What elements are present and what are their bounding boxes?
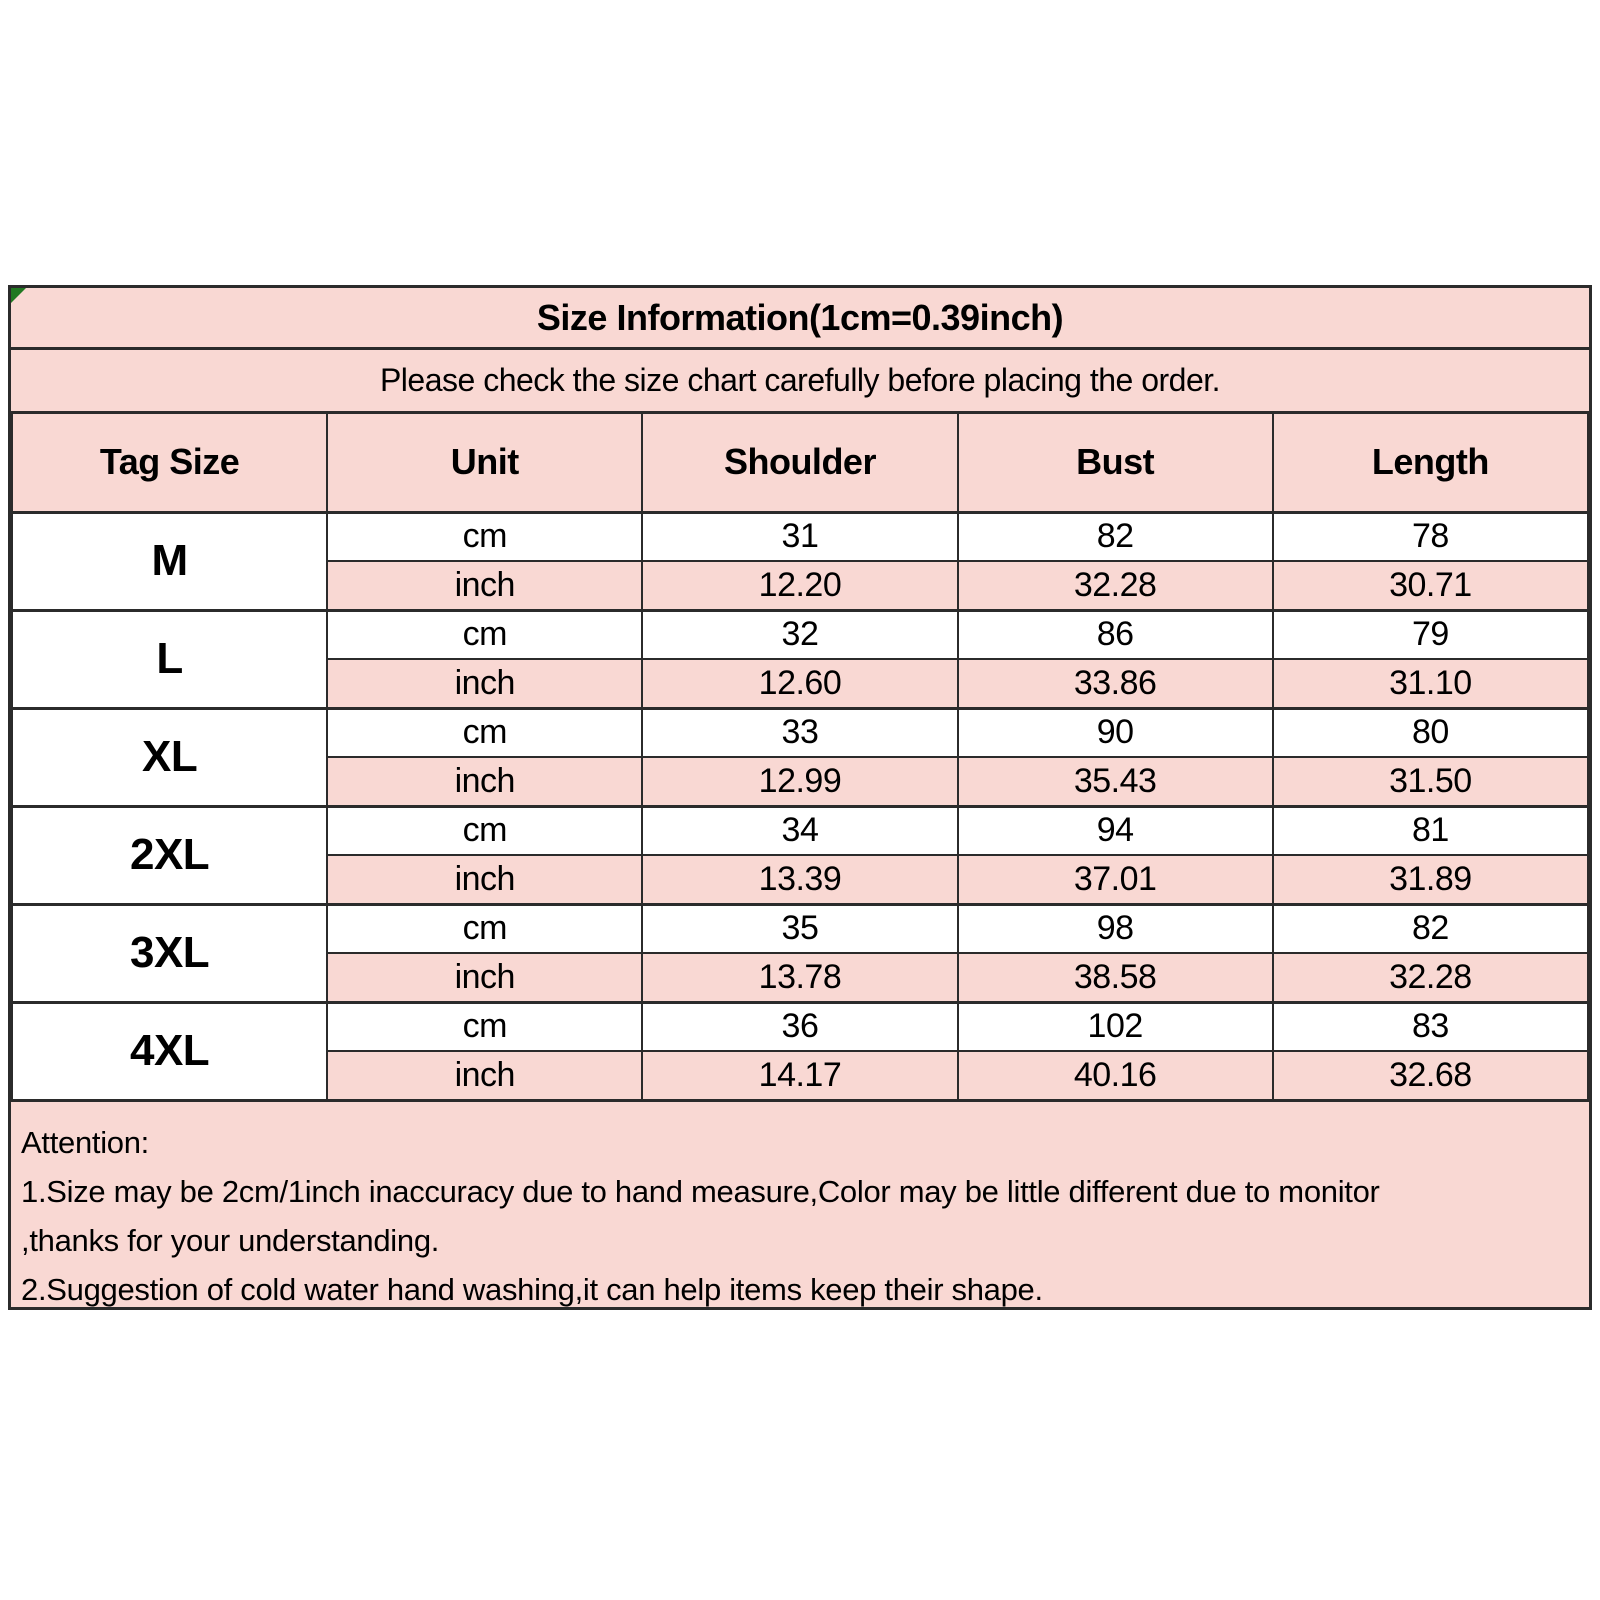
table-row bbox=[12, 708, 1588, 757]
attention-heading: Attention: bbox=[21, 1124, 149, 1160]
measurement-value: 31 bbox=[642, 512, 957, 561]
size-group-m bbox=[12, 512, 1588, 610]
unit-label: cm bbox=[327, 512, 642, 561]
measurement-value: 33.86 bbox=[958, 659, 1273, 708]
size-group-4xl bbox=[12, 1002, 1588, 1100]
unit-label: cm bbox=[327, 708, 642, 757]
measurement-value: 82 bbox=[958, 512, 1273, 561]
attention-line-2: ,thanks for your understanding. bbox=[21, 1222, 440, 1258]
table-row bbox=[12, 904, 1588, 953]
size-group-l bbox=[12, 610, 1588, 708]
attention-note bbox=[11, 1102, 1589, 1314]
measurement-value: 35.43 bbox=[958, 757, 1273, 806]
measurement-value: 90 bbox=[958, 708, 1273, 757]
unit-label: cm bbox=[327, 1002, 642, 1051]
measurement-value: 81 bbox=[1273, 806, 1588, 855]
measurement-value: 12.60 bbox=[642, 659, 957, 708]
unit-label: cm bbox=[327, 610, 642, 659]
measurement-value: 82 bbox=[1273, 904, 1588, 953]
measurement-value: 32.68 bbox=[1273, 1051, 1588, 1100]
measurement-value: 32.28 bbox=[958, 561, 1273, 610]
measurement-value: 13.39 bbox=[642, 855, 957, 904]
measurement-value: 36 bbox=[642, 1002, 957, 1051]
unit-label: cm bbox=[327, 904, 642, 953]
measurement-value: 12.99 bbox=[642, 757, 957, 806]
measurement-value: 80 bbox=[1273, 708, 1588, 757]
measurement-value: 12.20 bbox=[642, 561, 957, 610]
size-chart-title: Size Information(1cm=0.39inch) bbox=[11, 288, 1589, 350]
size-group-3xl bbox=[12, 904, 1588, 1002]
size-label-3xl: 3XL bbox=[12, 904, 327, 1002]
column-header-length: Length bbox=[1273, 414, 1588, 512]
measurement-value: 37.01 bbox=[958, 855, 1273, 904]
size-group-xl bbox=[12, 708, 1588, 806]
unit-label: inch bbox=[327, 953, 642, 1002]
size-label-2xl: 2XL bbox=[12, 806, 327, 904]
size-table-header bbox=[12, 414, 1588, 512]
measurement-value: 31.50 bbox=[1273, 757, 1588, 806]
size-label-xl: XL bbox=[12, 708, 327, 806]
measurement-value: 38.58 bbox=[958, 953, 1273, 1002]
measurement-value: 34 bbox=[642, 806, 957, 855]
attention-line-3: 2.Suggestion of cold water hand washing,it can help items keep their shape. bbox=[21, 1271, 1043, 1307]
unit-label: inch bbox=[327, 855, 642, 904]
size-group-2xl bbox=[12, 806, 1588, 904]
column-header-unit: Unit bbox=[327, 414, 642, 512]
size-label-l: L bbox=[12, 610, 327, 708]
unit-label: inch bbox=[327, 659, 642, 708]
measurement-value: 98 bbox=[958, 904, 1273, 953]
size-table bbox=[11, 414, 1589, 1102]
column-header-tag-size: Tag Size bbox=[12, 414, 327, 512]
table-row bbox=[12, 806, 1588, 855]
measurement-value: 94 bbox=[958, 806, 1273, 855]
size-label-4xl: 4XL bbox=[12, 1002, 327, 1100]
size-label-m: M bbox=[12, 512, 327, 610]
unit-label: inch bbox=[327, 757, 642, 806]
unit-label: inch bbox=[327, 1051, 642, 1100]
column-header-bust: Bust bbox=[958, 414, 1273, 512]
measurement-value: 102 bbox=[958, 1002, 1273, 1051]
measurement-value: 32 bbox=[642, 610, 957, 659]
green-triangle-icon bbox=[11, 288, 26, 303]
measurement-value: 79 bbox=[1273, 610, 1588, 659]
column-header-shoulder: Shoulder bbox=[642, 414, 957, 512]
measurement-value: 33 bbox=[642, 708, 957, 757]
measurement-value: 30.71 bbox=[1273, 561, 1588, 610]
measurement-value: 32.28 bbox=[1273, 953, 1588, 1002]
measurement-value: 13.78 bbox=[642, 953, 957, 1002]
table-row bbox=[12, 1002, 1588, 1051]
measurement-value: 83 bbox=[1273, 1002, 1588, 1051]
measurement-value: 78 bbox=[1273, 512, 1588, 561]
measurement-value: 31.89 bbox=[1273, 855, 1588, 904]
size-chart-subtitle: Please check the size chart carefully before placing the order. bbox=[11, 350, 1589, 414]
size-chart-sheet bbox=[8, 285, 1592, 1310]
measurement-value: 86 bbox=[958, 610, 1273, 659]
table-row bbox=[12, 512, 1588, 561]
measurement-value: 31.10 bbox=[1273, 659, 1588, 708]
table-row bbox=[12, 610, 1588, 659]
attention-line-1: 1.Size may be 2cm/1inch inaccuracy due to hand measure,Color may be little different due to monitor bbox=[21, 1173, 1380, 1209]
unit-label: cm bbox=[327, 806, 642, 855]
measurement-value: 35 bbox=[642, 904, 957, 953]
measurement-value: 14.17 bbox=[642, 1051, 957, 1100]
unit-label: inch bbox=[327, 561, 642, 610]
measurement-value: 40.16 bbox=[958, 1051, 1273, 1100]
